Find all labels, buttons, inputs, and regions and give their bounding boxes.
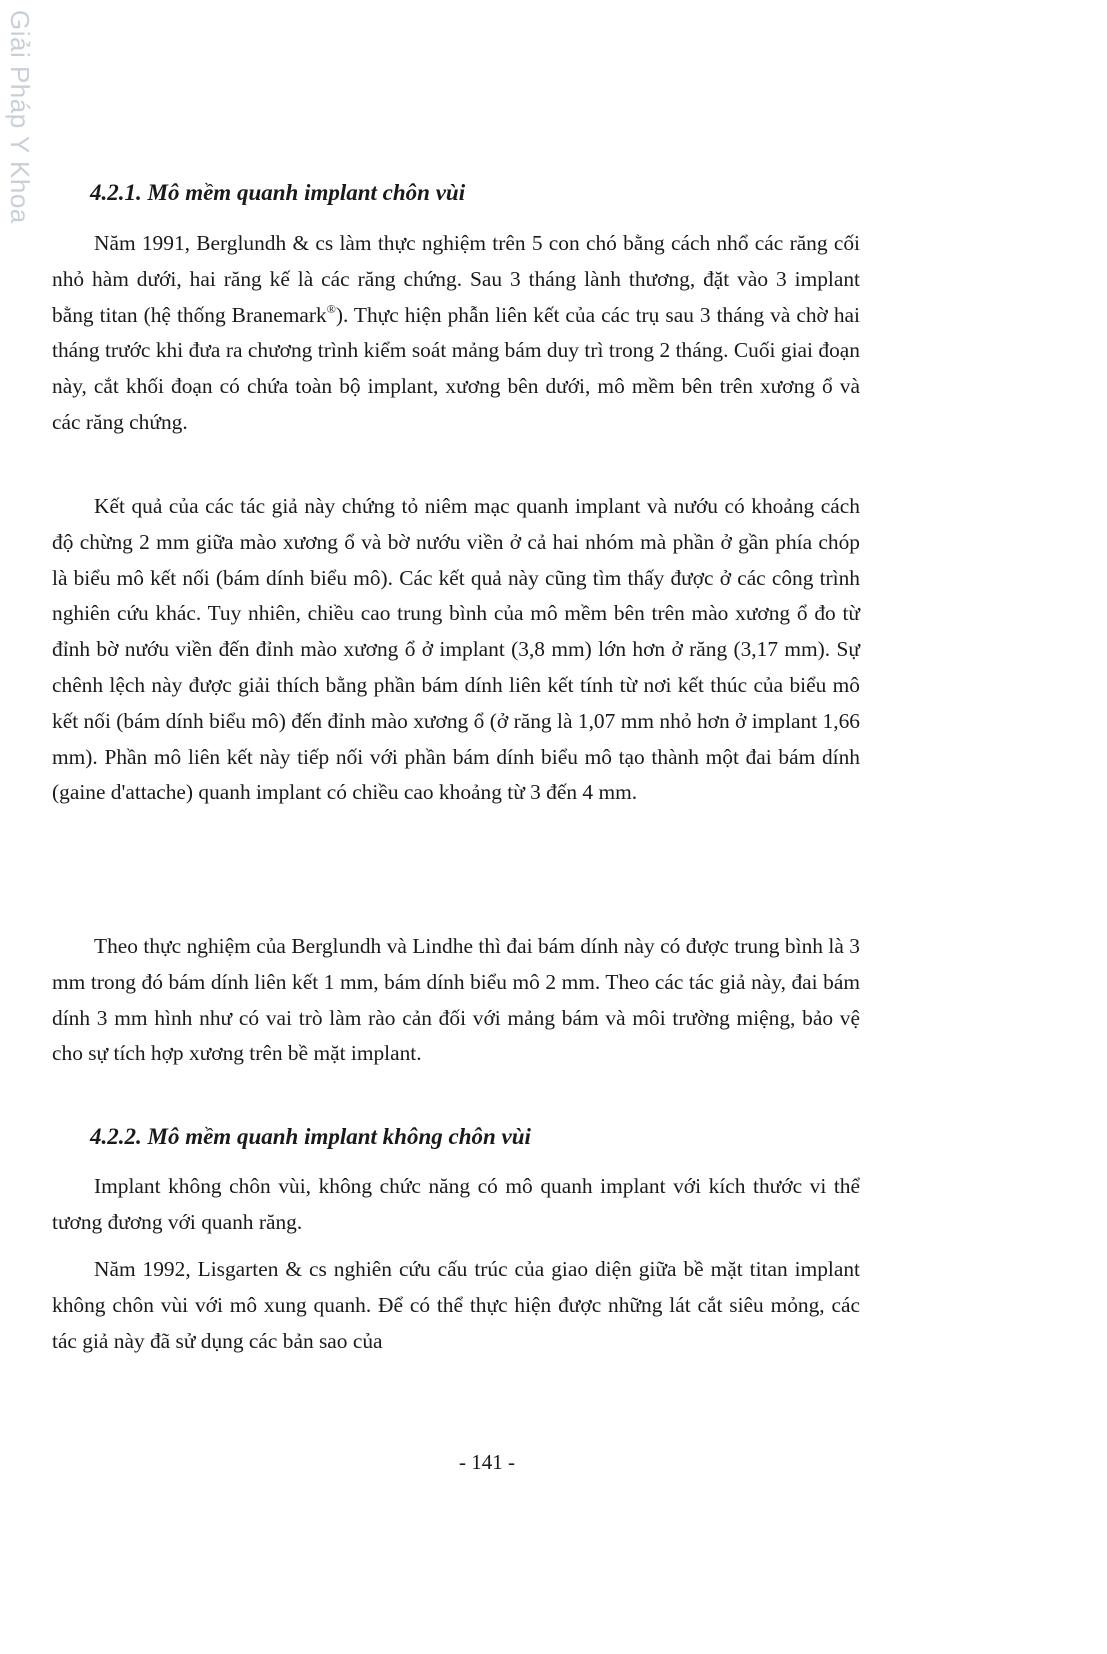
registered-mark: ® [326, 301, 336, 316]
paragraph-lisgarten-1992: Năm 1992, Lisgarten & cs nghiên cứu cấu trúc của giao diện giữa bề mặt titan implant không chôn vùi với mô xung quanh. Để có thể thực hiện được những lát cắt siêu mỏng, các tác giả này đã sử dụng các bản sao của [52, 1257, 860, 1353]
paragraph-berglundh-1991 [52, 226, 860, 441]
page-number: - 141 - [459, 1450, 515, 1474]
section-heading-4-2-2: 4.2.2. Mô mềm quanh implant không chôn vùi [90, 1124, 531, 1149]
paragraph-berglundh-lindhe: Theo thực nghiệm của Berglundh và Lindhe thì đai bám dính này có được trung bình là 3 mm trong đó bám dính liên kết 1 mm, bám dính biểu mô 2 mm. Theo các tác giả này, đai bám dính 3 mm hình như có vai trò làm rào cản đối với mảng bám và môi trường miệng, bảo vệ cho sự tích hợp xương trên bề mặt implant. [52, 934, 860, 1066]
paragraph-results: Kết quả của các tác giả này chứng tỏ niêm mạc quanh implant và nướu có khoảng cách độ chừng 2 mm giữa mào xương ổ và bờ nướu viền ở cả hai nhóm mà phần ở gần phía chóp là biểu mô kết nối (bám dính biểu mô). Các kết quả này cũng tìm thấy được ở các công trình nghiên cứu khác. Tuy nhiên, chiều cao trung bình của mô mềm bên trên mào xương ổ đo từ đỉnh bờ nướu viền đến đỉnh mào xương ổ ở implant (3,8 mm) lớn hơn ở răng (3,17 mm). Sự chênh lệch này được giải thích bằng phần bám dính liên kết tính từ nơi kết thúc của biểu mô kết nối (bám dính biểu mô) đến đỉnh mào xương ổ (ở răng là 1,07 mm nhỏ hơn ở implant 1,66 mm). Phần mô liên kết này tiếp nối với phần bám dính biểu mô tạo thành một đai bám dính (gaine d'attache) quanh implant có chiều cao khoảng từ 3 đến 4 mm. [52, 494, 860, 805]
paragraph-text: ). Thực hiện phẫn liên kết của các trụ sau 3 tháng và chờ hai tháng trước khi đưa ra chương trình kiểm soát mảng bám duy trì trong 2 tháng. Cuối giai đoạn này, cắt khối đoạn có chứa toàn bộ implant, xương bên dưới, mô mềm bên trên xương ổ và các răng chứng. [52, 302, 860, 434]
watermark-text: Giải Pháp Y Khoa [5, 10, 35, 224]
document-page [52, 0, 882, 1654]
paragraph-non-buried-implant: Implant không chôn vùi, không chức năng có mô quanh implant với kích thước vi thể tương đương với quanh răng. [52, 1174, 860, 1234]
section-heading-4-2-1: 4.2.1. Mô mềm quanh implant chôn vùi [90, 180, 466, 205]
paragraph-text: Năm 1991, Berglundh & cs làm thực nghiệm trên 5 con chó bằng cách nhổ các răng cối nhỏ hàm dưới, hai răng kế là các răng chứng. Sau 3 tháng lành thương, đặt vào 3 implant bằng titan (hệ thống Branemark [52, 231, 860, 327]
